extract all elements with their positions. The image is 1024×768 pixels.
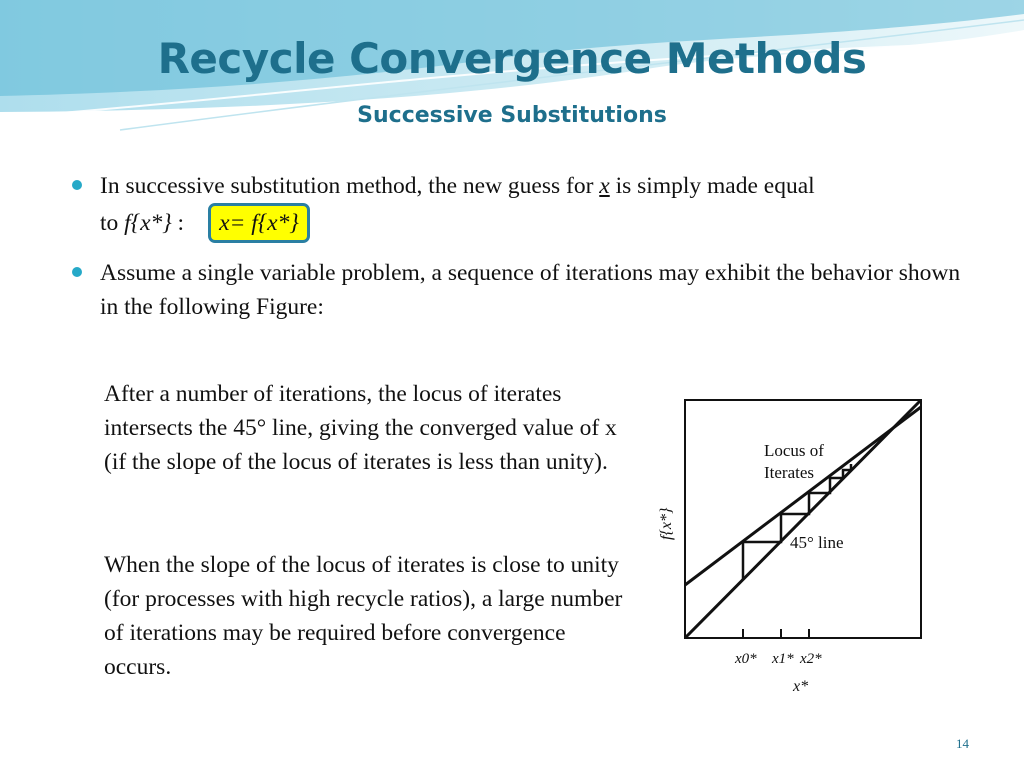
x-axis-label: x* [793,678,809,695]
x-tick-label-1: x1* [772,651,794,667]
slide-title: Recycle Convergence Methods [157,34,867,83]
bullet-1-line-1: In successive substitution method, the new guess for x is simply made equal [100,173,815,199]
highlighted-equation: x= f{x*} [208,203,310,243]
paragraph-convergence: After a number of iterations, the locus of iterates intersects the 45° line, giving the converged value of x (if the slope of the locus of iterates is less than unity). [104,381,617,475]
x-tick-label-2: x2* [800,651,822,667]
convergence-figure [640,385,940,705]
bullet-2-text: Assume a single variable problem, a sequence of iterations may exhibit the behavior shown in the following Figure: [100,260,961,320]
y-axis-label: f{x*} [658,507,675,540]
x-tick-label-0: x0* [735,651,757,667]
page-number: 14 [956,736,969,751]
diagonal-label: 45° line [790,533,844,552]
locus-label-line-1: Locus of [764,441,824,460]
function-expression: f{x*} [124,210,172,236]
slide-subtitle: Successive Substitutions [357,103,667,128]
bullet-item-2 [100,256,980,324]
bullet-1-line-2: to f{x*} : x= f{x*} [100,203,980,243]
paragraph-slope-unity: When the slope of the locus of iterates is close to unity (for processes with high recycle ratios), a large number of iterations may be required before convergence occurs. [104,552,623,680]
variable-x: x [599,173,610,199]
bullet-dot-icon [72,180,82,190]
bullet-item-1 [100,169,980,243]
locus-label-line-2: Iterates [764,463,815,482]
bullet-dot-icon [72,267,82,277]
